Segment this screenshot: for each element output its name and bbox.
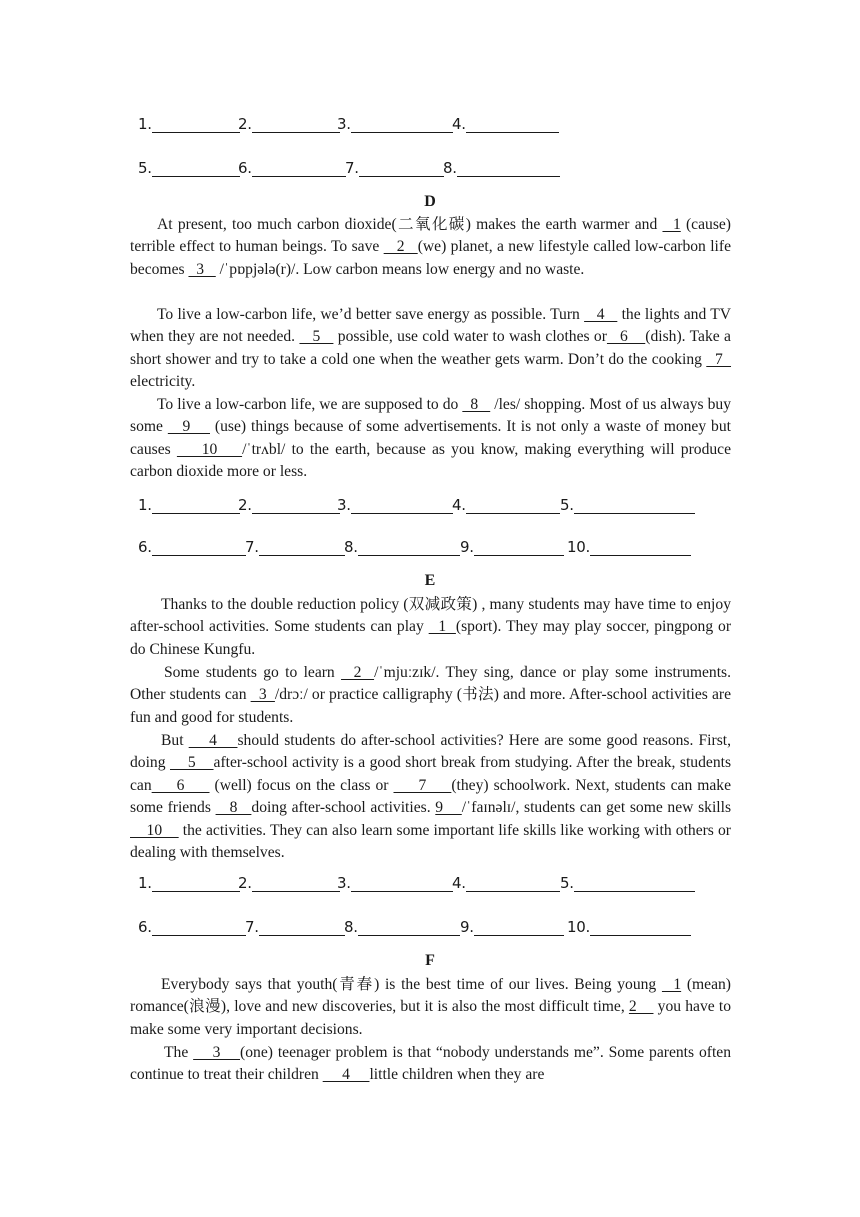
- answer-number: 1.: [138, 496, 152, 514]
- text-segment: /les/ shopping. Most of us always buy some: [130, 396, 731, 436]
- fill-blank[interactable]: 3: [250, 686, 275, 704]
- fill-blank[interactable]: 4: [188, 732, 238, 749]
- answer-number: 8.: [344, 918, 358, 936]
- fill-blank[interactable]: 7: [393, 776, 452, 794]
- text-segment: The: [164, 1044, 194, 1061]
- fill-blank[interactable]: 7: [706, 350, 732, 368]
- answer-number: 3.: [337, 874, 351, 892]
- fill-blank[interactable]: 4: [322, 1066, 370, 1084]
- answer-blank[interactable]: [351, 496, 453, 514]
- text-segment: /ˈtrʌbl/ to the earth, because as you know, making everything will produce carbon dioxide more or less.: [130, 440, 732, 481]
- fill-blank[interactable]: 9: [435, 799, 462, 817]
- text-segment: (dish). Take a short shower and try to take a cold one when the weather gets warm. Don’t do the cooking: [130, 328, 731, 368]
- fill-blank[interactable]: 5: [299, 328, 334, 346]
- answer-blank[interactable]: [574, 874, 695, 892]
- fill-blank[interactable]: 3: [188, 260, 216, 278]
- answer-number: 10.: [567, 918, 590, 936]
- paragraph: [130, 394, 731, 484]
- answer-number: 9.: [460, 538, 474, 556]
- text-segment: possible, use cold water to wash clothes or: [333, 328, 607, 346]
- answer-blank[interactable]: [466, 874, 560, 892]
- answer-number: 4.: [452, 874, 466, 892]
- fill-blank[interactable]: 8: [462, 396, 491, 413]
- answer-blank[interactable]: [457, 159, 560, 177]
- text-segment: To live a low-carbon life, we are supposed to do: [157, 396, 463, 413]
- fill-blank[interactable]: 6: [606, 328, 646, 346]
- answer-number: 8.: [443, 159, 457, 177]
- answer-blank[interactable]: [351, 115, 453, 133]
- paragraph: [130, 662, 731, 729]
- text-segment: (we) planet, a new lifestyle called low-carbon life becomes: [130, 238, 731, 278]
- answer-blank[interactable]: [252, 115, 340, 133]
- answer-blank[interactable]: [152, 159, 240, 177]
- answer-number: 7.: [345, 159, 359, 177]
- fill-blank[interactable]: 5: [170, 754, 214, 772]
- answer-blank[interactable]: [259, 538, 345, 556]
- answer-blank[interactable]: [152, 115, 240, 133]
- answer-blank[interactable]: [474, 538, 564, 556]
- paragraph: [130, 214, 731, 281]
- answer-blank[interactable]: [474, 918, 564, 936]
- answer-blank[interactable]: [351, 874, 453, 892]
- answer-number: 4.: [452, 115, 466, 133]
- answer-number: 6.: [238, 159, 252, 177]
- answer-number: 2.: [238, 874, 252, 892]
- text-segment: (well) focus on the class or: [209, 776, 394, 794]
- section-heading-d: D: [424, 193, 436, 210]
- text-segment: At present, too much carbon dioxide(二氧化碳) makes the earth warmer and: [157, 216, 663, 233]
- fill-blank[interactable]: 1: [662, 216, 681, 233]
- answer-blank[interactable]: [252, 159, 346, 177]
- paragraph: [130, 730, 731, 864]
- answer-blank[interactable]: [466, 496, 560, 514]
- text-segment: doing after-school activities.: [251, 799, 436, 817]
- text-segment: little children when they are: [369, 1066, 545, 1084]
- answer-blank[interactable]: [152, 918, 246, 936]
- answer-number: 5.: [560, 496, 574, 514]
- answer-blank[interactable]: [252, 874, 340, 892]
- fill-blank[interactable]: 2: [341, 664, 375, 681]
- text-segment: (sport). They may play soccer, pingpong or do Chinese Kungfu.: [130, 618, 732, 658]
- answer-blank[interactable]: [359, 159, 444, 177]
- text-segment: the lights and TV when they are not needed.: [130, 306, 732, 346]
- text-segment: (cause) terrible effect to human beings. To save: [130, 216, 731, 256]
- answer-number: 6.: [138, 918, 152, 936]
- text-segment: /ˈpɒpjələ(r)/. Low carbon means low energy and no waste.: [215, 260, 585, 278]
- fill-blank[interactable]: 2: [383, 238, 418, 256]
- text-segment: (they) schoolwork. Next, students can make some friends: [130, 776, 732, 817]
- text-segment: (mean) romance(浪漫), love and new discoveries, but it is also the most difficult time,: [130, 976, 731, 1016]
- answer-number: 5.: [138, 159, 152, 177]
- fill-blank[interactable]: 10: [130, 821, 179, 839]
- text-segment: Thanks to the double reduction policy (双减政策) , many students may have time to enjoy after-school activities. Some students can play: [130, 596, 731, 636]
- text-segment: But: [161, 732, 189, 749]
- paragraph: [130, 594, 731, 661]
- answer-number: 7.: [245, 918, 259, 936]
- text-segment: Everybody says that youth(青春) is the best time of our lives. Being young: [161, 976, 662, 993]
- fill-blank[interactable]: 10: [176, 440, 243, 458]
- text-segment: /drɔː/ or practice calligraphy (书法) and more. After-school activities are fun and good for students.: [130, 686, 732, 726]
- answer-number: 1.: [138, 874, 152, 892]
- fill-blank[interactable]: 8: [215, 799, 252, 817]
- paragraph: [130, 1042, 731, 1087]
- text-segment: To live a low-carbon life, we’d better save energy as possible. Turn: [157, 306, 585, 323]
- answer-blank[interactable]: [590, 918, 691, 936]
- fill-blank[interactable]: 4: [584, 306, 618, 323]
- answer-blank[interactable]: [358, 918, 460, 936]
- answer-number: 4.: [452, 496, 466, 514]
- fill-blank[interactable]: 6: [151, 776, 210, 794]
- answer-blank[interactable]: [252, 496, 340, 514]
- answer-blank[interactable]: [259, 918, 345, 936]
- answer-blank[interactable]: [574, 496, 695, 514]
- answer-number: 6.: [138, 538, 152, 556]
- answer-blank[interactable]: [152, 538, 246, 556]
- text-segment: electricity.: [130, 373, 196, 391]
- answer-blank[interactable]: [152, 496, 240, 514]
- answer-number: 9.: [460, 918, 474, 936]
- answer-number: 5.: [560, 874, 574, 892]
- fill-blank[interactable]: 9: [167, 418, 210, 436]
- answer-blank[interactable]: [152, 874, 240, 892]
- answer-number: 1.: [138, 115, 152, 133]
- text-segment: (use) things because of some advertisements. It is not only a waste of money but causes: [130, 418, 731, 458]
- paragraph: [130, 304, 731, 394]
- fill-blank[interactable]: 1: [661, 976, 682, 993]
- answer-blank[interactable]: [358, 538, 460, 556]
- answer-number: 3.: [337, 496, 351, 514]
- text-segment: Some students go to learn: [164, 664, 342, 681]
- text-segment: the activities. They can also learn some important life skills like working with others or dealing with themselves.: [130, 821, 731, 862]
- answer-number: 10.: [567, 538, 590, 556]
- answer-blank[interactable]: [466, 115, 559, 133]
- fill-blank[interactable]: 3: [193, 1044, 241, 1061]
- text-segment: should students do after-school activities? Here are some good reasons. First, doing: [130, 732, 732, 772]
- answer-blank[interactable]: [590, 538, 691, 556]
- text-segment: after-school activity is a good short break from studying. After the break, students can: [130, 754, 732, 794]
- answer-number: 3.: [337, 115, 351, 133]
- text-segment: /ˈfaɪnəlɪ/, students can get some new skills: [461, 799, 732, 817]
- fill-blank[interactable]: 1: [428, 618, 456, 636]
- answer-number: 8.: [344, 538, 358, 556]
- paragraph: [130, 974, 731, 1041]
- answer-number: 7.: [245, 538, 259, 556]
- answer-number: 2.: [238, 115, 252, 133]
- text-segment: you have to make some very important decisions.: [130, 998, 732, 1038]
- fill-blank[interactable]: 2: [628, 998, 654, 1016]
- answer-number: 2.: [238, 496, 252, 514]
- section-heading-f: F: [425, 952, 435, 969]
- section-heading-e: E: [424, 572, 436, 589]
- text-segment: (one) teenager problem is that “nobody understands me”. Some parents often continue to treat their children: [130, 1044, 731, 1084]
- text-segment: /ˈmjuːzɪk/. They sing, dance or play some instruments. Other students can: [130, 664, 732, 704]
